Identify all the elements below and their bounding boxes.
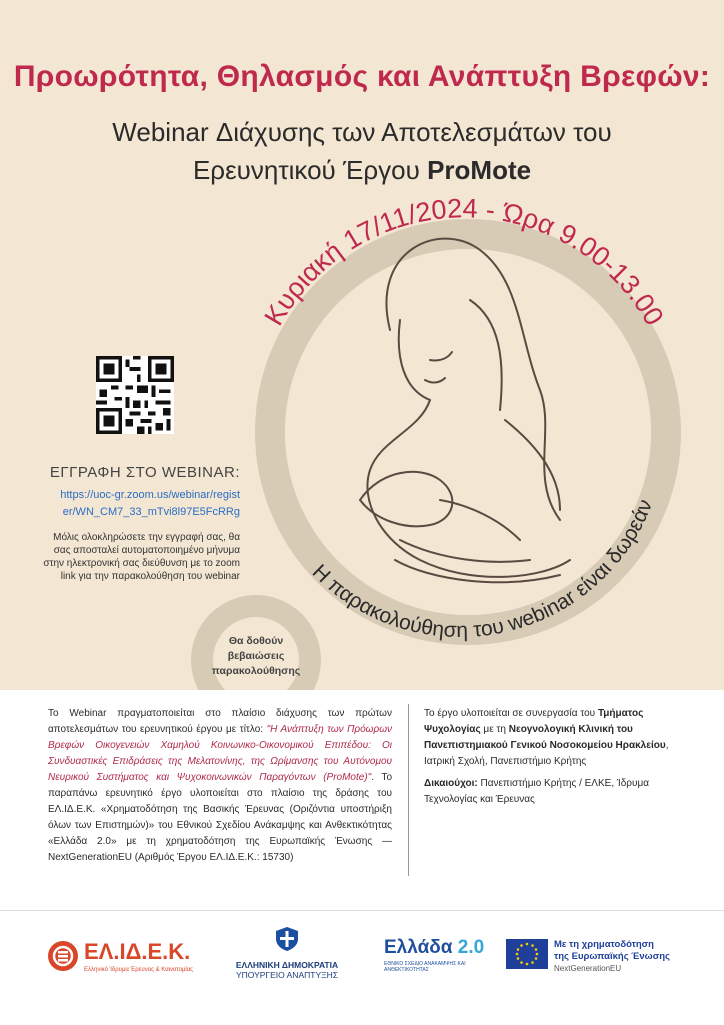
column-divider [408,704,409,876]
registration-label: ΕΓΓΡΑΦΗ ΣΤΟ WEBINAR: [49,464,240,481]
subtitle-line2 [0,155,724,186]
beneficiaries-text: Δικαιούχοι: Πανεπιστήμιο Κρήτης / ΕΛΚΕ, Ίδρυμα Τεχνολογίας και Έρευνας [424,778,649,805]
greek-government-logo: ΕΛΛΗΝΙΚΗ ΔΗΜΟΚΡΑΤΙΑ ΥΠΟΥΡΓΕΙΟ ΑΝΑΠΤΥΞΗΣ [222,925,352,995]
eu-flag-icon [506,939,548,969]
logos-footer [0,910,724,1025]
collaboration-text: Το έργο υλοποιείται σε συνεργασία του Τμήματος Ψυχολογίας με τη Νεογνολογική Κλινική του Πανεπιστημιακού Γενικού Νοσοκομείου Ηρακλείου, Ιατρική Σχολή, Πανεπιστήμιο Κρήτης [424,708,669,767]
date-arc-text: Κυριακή 17/11/2024 - Ώρα 9.00-13.00 [258,193,670,331]
certificates-note: Θα δοθούν βεβαιώσεις παρακολούθησης [211,635,301,677]
greece-2-0-logo: Ελλάδα 2.0 ΕΘΝΙΚΟ ΣΧΕΔΙΟ ΑΝΑΚΑΜΨΗΣ ΚΑΙ ΑΝΘΕΚΤΙΚΟΤΗΤΑΣ [384,937,485,973]
elidek-logo: ΕΛ.ΙΔ.Ε.Κ. Ελληνικό Ίδρυμα Έρευνας & Καινοτομίας [46,937,196,981]
free-arc-text: Η παρακολούθηση του webinar είναι δωρεάν [307,496,658,643]
eu-funding-logo: Με τη χρηματοδότηση της Ευρωπαϊκής Ένωσης NextGenerationEU [506,937,696,981]
elidek-emblem-icon [46,939,80,973]
registration-note: Μόλις ολοκληρώσετε την εγγραφή σας, θα σας αποσταλεί αυτοματοποιημένο μήνυμα στην ηλεκτρονική σας διεύθυνση με το zoom link για την παρακολούθηση του webinar [43,532,240,582]
project-name: ProMote [427,155,532,185]
registration-link[interactable]: https://uoc-gr.zoom.us/webinar/regist er/WN_CM7_33_mTvi8l97E5FcRRg [60,489,240,518]
qr-code[interactable] [96,356,174,434]
project-description: Το Webinar πραγματοποιείται στο πλαίσιο διάχυσης των πρώτων αποτελεσμάτων του ερευνητικού έργου με τίτλο: "Η Ανάπτυξη των Πρόωρων Βρεφών Οικογενειών Χαμηλού Κοινωνικο-Οικονομικού Επιπέδου: Οι Συνδυαστικές Επιδράσεις της Μελατονίνης, της Ωρίμανσης του Αυτόνομου Νευρικού Συστήματος και Ψυχοκοινωνικών Παραγόντων (ProMote)". Το παραπάνω ερευνητικό έργο υλοποιείται στο πλαίσιο της δράσης του ΕΛ.ΙΔ.Ε.Κ. «Χρηματοδότηση της Βασικής Έρευνας (Οριζόντια υποστήριξη όλων των Επιστημών)» του Εθνικού Σχεδίου Ανάκαμψης και Ανθεκτικότητας «Ελλάδα 2.0» με τη χρηματοδότηση της Ευρωπαϊκής Ένωσης — NextGenerationEU (Αριθμός Έργου ΕΛ.ΙΔ.Ε.Κ.: 15730) [48,708,392,863]
subtitle-prefix: Ερευνητικού Έργου [192,155,428,185]
collaboration-info [424,706,684,808]
info-section [0,690,724,910]
main-title: Προωρότητα, Θηλασμός και Ανάπτυξη Βρεφών: [13,60,711,93]
greek-emblem-icon [273,925,301,953]
subtitle-line1: Webinar Διάχυσης των Αποτελεσμάτων του [112,117,612,147]
